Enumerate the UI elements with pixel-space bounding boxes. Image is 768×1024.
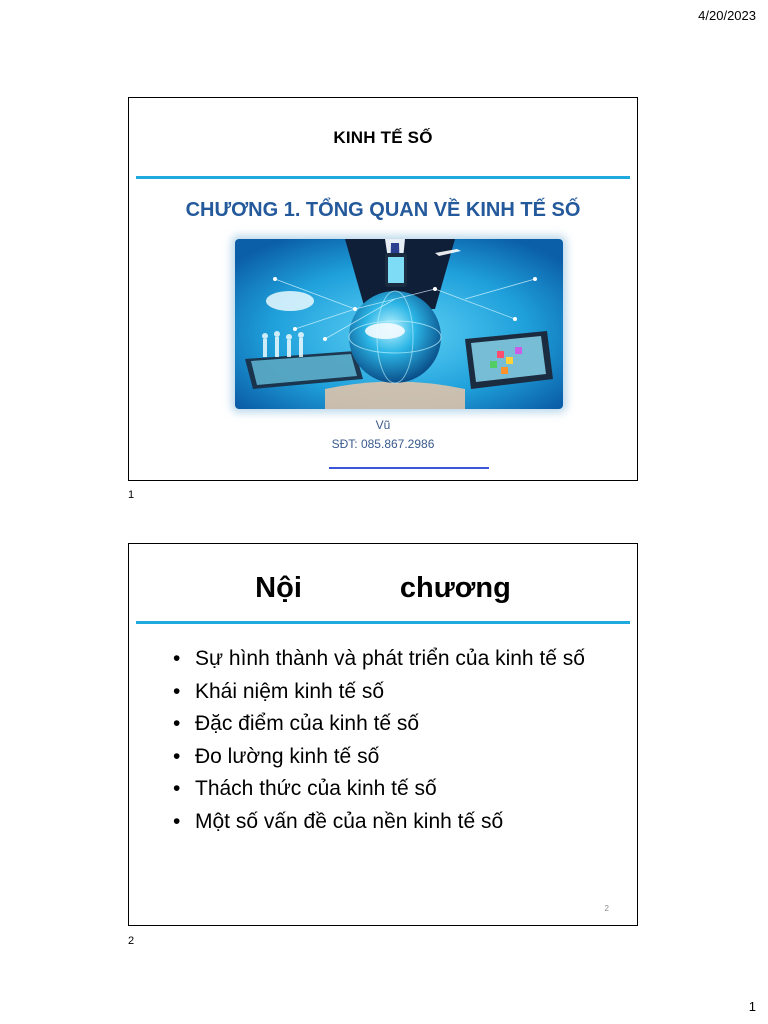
digital-economy-illustration	[235, 239, 563, 409]
slide-1-subtitle: CHƯƠNG 1. TỔNG QUAN VỀ KINH TẾ SỐ	[185, 199, 581, 221]
slide-1-divider	[136, 176, 630, 179]
bullet-icon: •	[173, 712, 181, 736]
slide-2-index: 2	[128, 935, 135, 947]
bullet-icon: •	[173, 744, 181, 768]
list-item: • Khái niệm kinh tế số	[173, 676, 585, 709]
slide-2	[128, 543, 638, 926]
slide-1	[128, 97, 638, 481]
list-item: • Thách thức của kinh tế số	[173, 773, 585, 806]
hero-image	[235, 239, 563, 409]
list-item: • Đặc điểm của kinh tế số	[173, 708, 585, 741]
author-underline	[329, 467, 489, 469]
bullet-icon: •	[173, 679, 181, 703]
contents-list	[173, 643, 585, 839]
list-item: • Một số vấn đề của nền kinh tế số	[173, 806, 585, 839]
author-name: Vũ	[375, 418, 391, 432]
page-number: 1	[748, 999, 756, 1014]
author-phone: SĐT: 085.867.2986	[331, 437, 435, 451]
slide-2-footer-number: 2	[604, 904, 609, 913]
slide-2-title: Nội chương	[255, 572, 511, 604]
list-item: • Đo lường kinh tế số	[173, 741, 585, 774]
bullet-icon: •	[173, 777, 181, 801]
page-date: 4/20/2023	[698, 8, 756, 23]
bullet-icon: •	[173, 809, 181, 833]
list-item: • Sự hình thành và phát triển của kinh tế số	[173, 643, 585, 676]
slide-1-title: KINH TẾ SỐ	[333, 128, 433, 147]
bullet-icon: •	[173, 647, 181, 670]
slide-2-divider	[136, 621, 630, 624]
slide-1-index: 1	[128, 489, 135, 501]
